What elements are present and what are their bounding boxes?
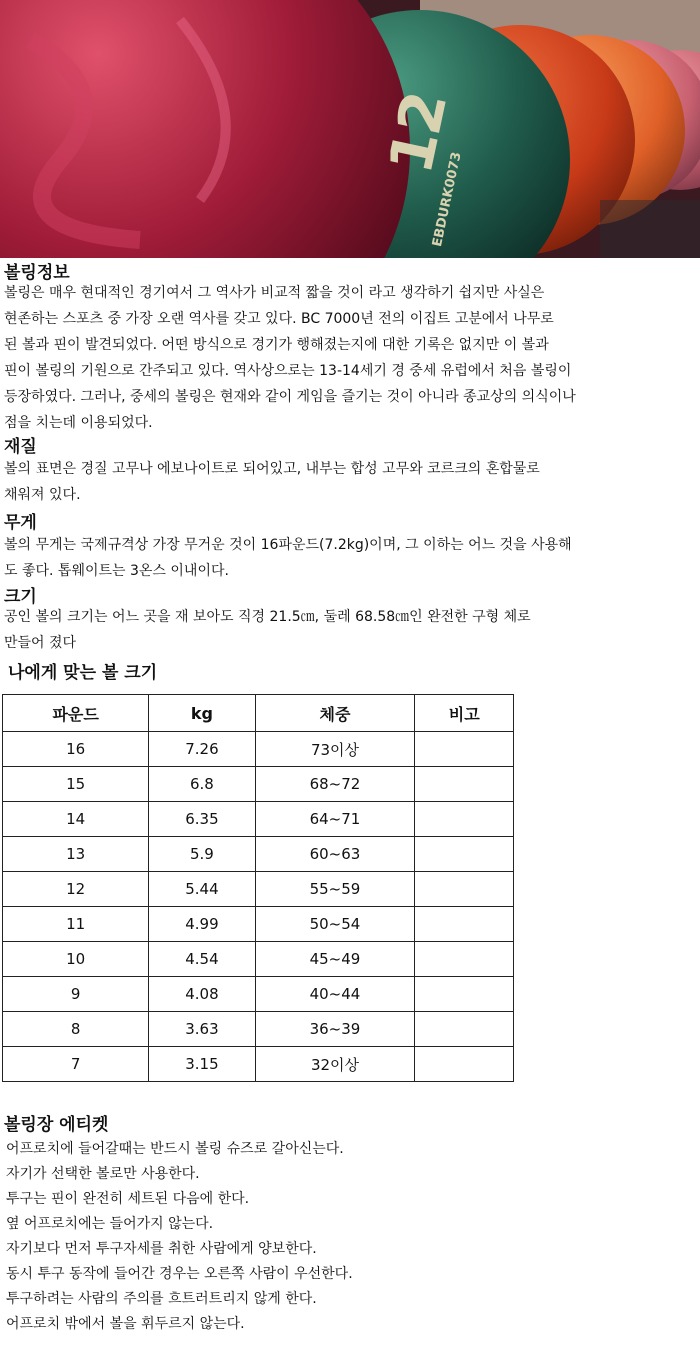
size-title: 크기 [4, 587, 37, 607]
table-row [3, 1047, 514, 1082]
table-row [3, 767, 514, 802]
cell-pound: 8 [3, 1012, 149, 1047]
cell-bodyweight: 60~63 [255, 837, 415, 872]
cell-note [415, 907, 514, 942]
cell-pound: 14 [3, 802, 149, 837]
cell-note [415, 1047, 514, 1082]
table-row [3, 732, 514, 767]
etiquette-item: 자기보다 먼저 투구자세를 취한 사람에게 양보한다. [6, 1241, 317, 1257]
table-row [3, 977, 514, 1012]
cell-pound: 11 [3, 907, 149, 942]
cell-bodyweight: 40~44 [255, 977, 415, 1012]
table-row [3, 942, 514, 977]
cell-pound: 9 [3, 977, 149, 1012]
cell-note [415, 942, 514, 977]
cell-pound: 10 [3, 942, 149, 977]
cell-kg: 3.15 [149, 1047, 255, 1082]
cell-note [415, 732, 514, 767]
cell-pound: 12 [3, 872, 149, 907]
ball-size-table [2, 694, 514, 1082]
bowling-balls-illustration [0, 0, 700, 258]
material-text: 볼의 표면은 경질 고무나 에보나이트로 되어있고, 내부는 합성 고무와 코르크의 혼합물로 채워져 있다. [4, 461, 540, 503]
etiquette-item: 자기가 선택한 볼로만 사용한다. [6, 1166, 200, 1182]
cell-bodyweight: 55~59 [255, 872, 415, 907]
etiquette-item: 투구하려는 사람의 주의를 흐트러트리지 않게 한다. [6, 1291, 317, 1307]
header-pound: 파운드 [3, 695, 149, 732]
cell-bodyweight: 64~71 [255, 802, 415, 837]
cell-bodyweight: 32이상 [255, 1047, 415, 1082]
ball-code-text: EBDURK0073 [430, 150, 465, 249]
etiquette-item: 옆 어프로치에는 들어가지 않는다. [6, 1216, 214, 1232]
table-row [3, 837, 514, 872]
etiquette-title: 볼링장 에티켓 [4, 1115, 109, 1135]
table-row [3, 1012, 514, 1047]
cell-bodyweight: 36~39 [255, 1012, 415, 1047]
header-bodyweight: 체중 [255, 695, 415, 732]
cell-kg: 4.99 [149, 907, 255, 942]
table-title: 나에게 맞는 볼 크기 [8, 663, 158, 683]
header-kg: kg [149, 695, 255, 732]
etiquette-item: 어프로치 밖에서 볼을 휘두르지 않는다. [6, 1316, 245, 1332]
table-header-row [3, 695, 514, 732]
etiquette-item: 어프로치에 들어갈때는 반드시 볼링 슈즈로 갈아신는다. [6, 1141, 344, 1157]
cell-kg: 3.63 [149, 1012, 255, 1047]
info-text: 볼링은 매우 현대적인 경기여서 그 역사가 비교적 짧을 것이 라고 생각하기 쉽지만 사실은 현존하는 스포츠 중 가장 오랜 역사를 갖고 있다. BC 7000년 전의 이집트 고분에서 나무로 된 볼과 핀이 발견되었다. 어떤 방식으로 경기가 행해졌는지에 대한 기록은 없지만 이 볼과 핀이 볼링의 기원으로 간주되고 있다. 역사상으로는 13-14세기 경 중세 유럽에서 처음 볼링이 등장하였다. 그러나, 중세의 볼링은 현재와 같이 게임을 즐기는 것이 아니라 종교상의 의식이나 점을 치는데 이용되었다. [4, 285, 576, 431]
cell-bodyweight: 68~72 [255, 767, 415, 802]
cell-note [415, 872, 514, 907]
cell-note [415, 1012, 514, 1047]
cell-kg: 6.8 [149, 767, 255, 802]
cell-kg: 7.26 [149, 732, 255, 767]
cell-pound: 16 [3, 732, 149, 767]
hero-image [0, 0, 700, 258]
cell-bodyweight: 45~49 [255, 942, 415, 977]
cell-pound: 15 [3, 767, 149, 802]
weight-text: 볼의 무게는 국제규격상 가장 무거운 것이 16파운드(7.2kg)이며, 그 이하는 어느 것을 사용해 도 좋다. 톱웨이트는 3온스 이내이다. [4, 537, 572, 579]
ball-number-text: 12 [376, 87, 461, 180]
cell-kg: 5.44 [149, 872, 255, 907]
cell-kg: 4.08 [149, 977, 255, 1012]
cell-note [415, 977, 514, 1012]
cell-kg: 6.35 [149, 802, 255, 837]
material-title: 재질 [4, 437, 37, 457]
cell-kg: 5.9 [149, 837, 255, 872]
table-row [3, 872, 514, 907]
cell-pound: 7 [3, 1047, 149, 1082]
header-note: 비고 [415, 695, 514, 732]
table-row [3, 907, 514, 942]
etiquette-item: 동시 투구 동작에 들어간 경우는 오른쪽 사람이 우선한다. [6, 1266, 353, 1282]
weight-title: 무게 [4, 513, 37, 533]
cell-pound: 13 [3, 837, 149, 872]
size-text: 공인 볼의 크기는 어느 곳을 재 보아도 직경 21.5㎝, 둘레 68.58㎝인 완전한 구형 체로 만들어 졌다 [4, 609, 531, 651]
cell-note [415, 802, 514, 837]
cell-note [415, 767, 514, 802]
cell-bodyweight: 50~54 [255, 907, 415, 942]
cell-note [415, 837, 514, 872]
etiquette-item: 투구는 핀이 완전히 세트된 다음에 한다. [6, 1191, 250, 1207]
cell-bodyweight: 73이상 [255, 732, 415, 767]
cell-kg: 4.54 [149, 942, 255, 977]
info-title: 볼링정보 [4, 263, 70, 283]
table-row [3, 802, 514, 837]
